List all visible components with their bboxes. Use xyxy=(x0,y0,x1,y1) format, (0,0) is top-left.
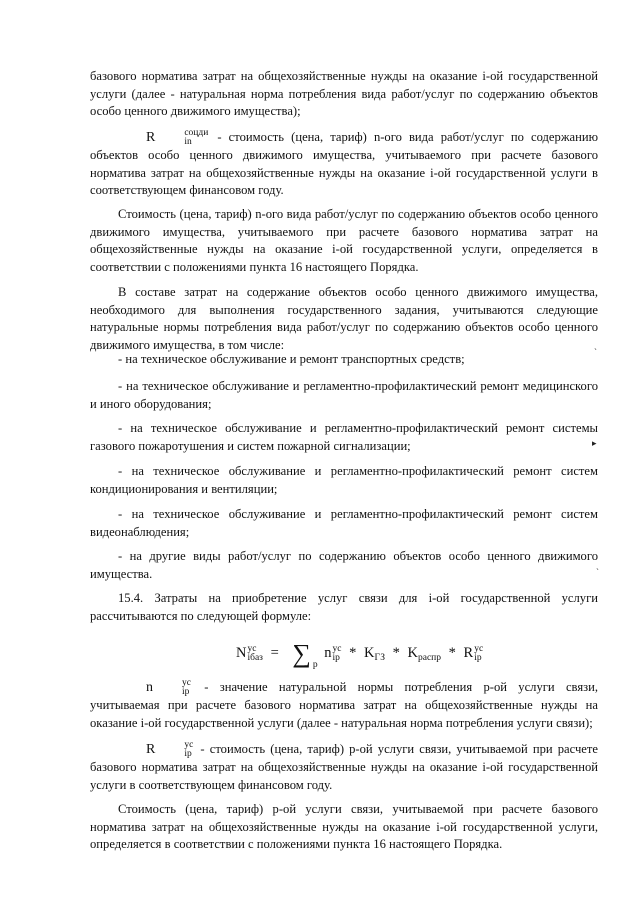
paragraph-continuation: базового норматива затрат на общехозяйственные нужды на оказание i-ой государственной услуги (далее - натуральная норма потребления вида работ/услуг по содержанию объектов особо ценного движимого имущества); xyxy=(90,69,598,119)
section-15-4-heading: 15.4. Затраты на приобретение услуг связи для i-ой государственной услуги рассчитываются по следующей формуле: xyxy=(90,591,598,623)
paragraph-r-us-definition xyxy=(90,741,598,794)
paragraph-cost-determination: Стоимость (цена, тариф) n-ого вида работ/услуг по содержанию объектов особо ценного движимого имущества, учитываемого при расчете базового норматива затрат на общехозяйственные нужды на оказание i-ой государственной услуги, определяется в соответствии с положениями пункта 16 настоящего Порядка. xyxy=(90,207,598,274)
symbol-r-us: R ус ip xyxy=(146,740,194,759)
symbol-r-soc: R соцди in xyxy=(146,128,209,147)
list-item-other: - на другие виды работ/услуг по содержанию объектов особо ценного движимого имущества. xyxy=(90,549,598,581)
list-item-transport: - на техническое обслуживание и ремонт транспортных средств; xyxy=(118,352,465,366)
formula-communication-costs: N ус iбаз = ∑ $_p$ n ус ip * $K_{ГЗ} * K_{распр}$ * R ус ip xyxy=(236,639,484,670)
list-item-fire-systems: - на техническое обслуживание и регламентно-профилактический ремонт системы газового пожаротушения и систем пожарной сигнализации; xyxy=(90,421,598,453)
paragraph-r-soc-text: - стоимость (цена, тариф) n-ого вида работ/услуг по содержанию объектов особо ценного движимого имущества, учитываемого при расчете базового норматива затрат на общехозяйственные нужды на оказание i-ой государственной услуги в соответствующем финансовом году. xyxy=(90,130,598,198)
scan-mark: ˎ xyxy=(596,560,599,570)
paragraph-cost-determination-communication: Стоимость (цена, тариф) р-ой услуги связи, учитываемой при расчете базового норматива затрат на общехозяйственные нужды на оказание i-ой государственной услуги, определяется в соответствии с положениями пункта 16 настоящего Порядка. xyxy=(90,802,598,852)
paragraph-n-definition xyxy=(90,679,598,732)
symbol-n-us: n ус ip xyxy=(146,678,191,697)
list-item-ventilation: - на техническое обслуживание и регламентно-профилактический ремонт систем кондиционирования и вентиляции; xyxy=(90,464,598,496)
paragraph-n-text: - значение натуральной нормы потребления р-ой услуги связи, учитываемая при расчете базового норматива затрат на общехозяйственные нужды на оказание i-ой государственной услуги (далее - натуральная норма потребления услуги связи); xyxy=(90,680,598,730)
paragraph-r-us-text: - стоимость (цена, тариф) р-ой услуги связи, учитываемой при расчете базового норматива затрат на общехозяйственные нужды на оказание i-ой государственной услуги в соответствующем финансовом году. xyxy=(90,742,598,792)
paragraph-r-soc-definition xyxy=(90,129,598,200)
list-item-video: - на техническое обслуживание и регламентно-профилактический ремонт систем видеонаблюдения; xyxy=(90,507,598,539)
scan-mark: ▸ xyxy=(592,438,597,448)
scan-mark: ˎ xyxy=(594,340,597,350)
list-item-medical-equipment: - на техническое обслуживание и регламентно-профилактический ремонт медицинского и иного оборудования; xyxy=(90,379,598,411)
paragraph-composition: В составе затрат на содержание объектов особо ценного движимого имущества, необходимого для выполнения государственного задания, учитываются следующие натуральные нормы потребления вида работ/услуг по содержанию объектов особо ценного движимого имущества, в том числе: xyxy=(90,285,598,352)
